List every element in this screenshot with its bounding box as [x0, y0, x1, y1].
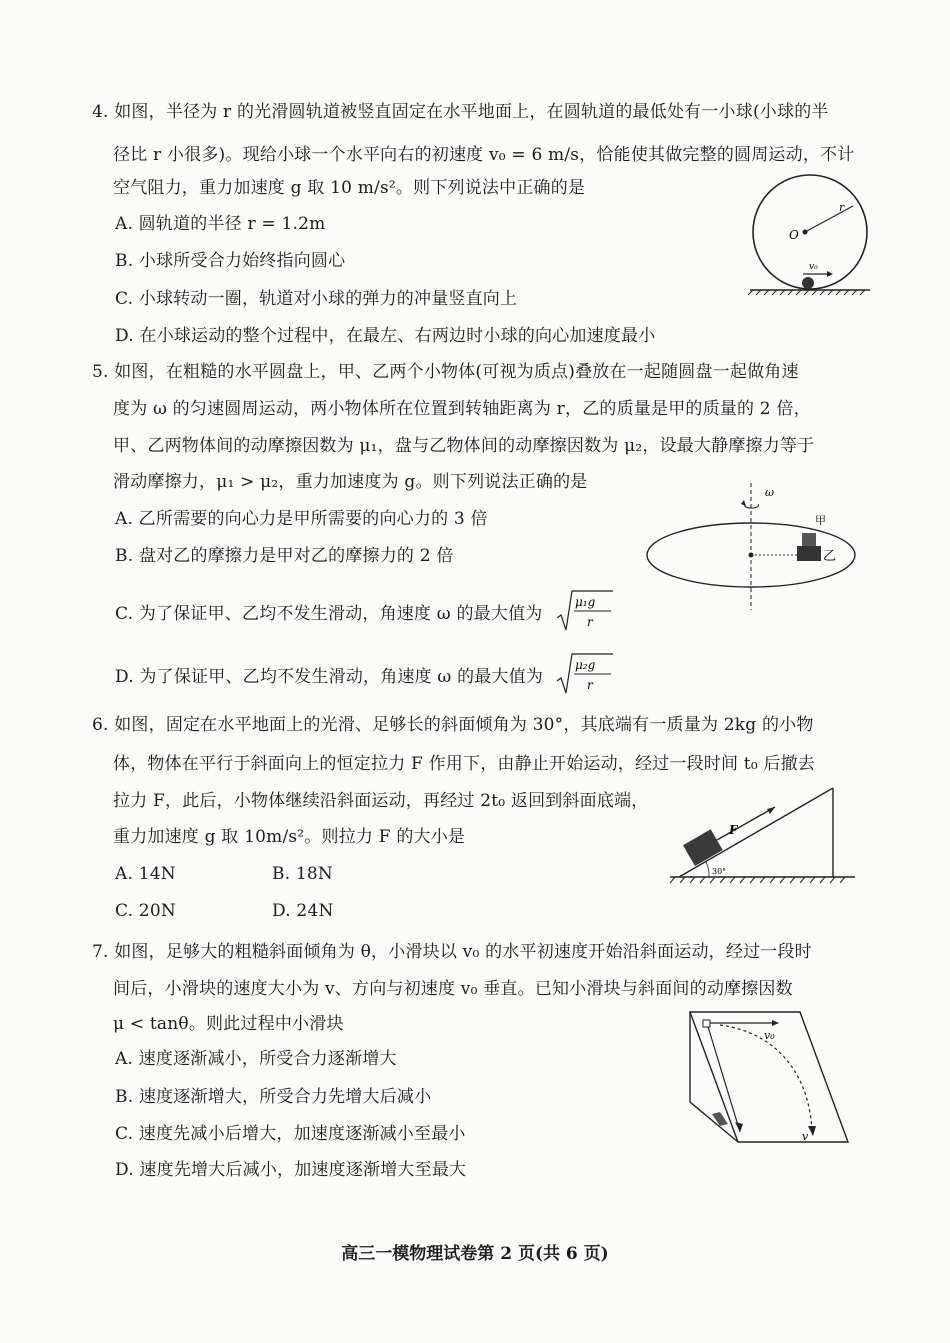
question-text-line: 甲、乙两物体间的动摩擦因数为 μ₁，盘与乙物体间的动摩擦因数为 μ₂，设最大静摩擦力等于: [113, 436, 815, 456]
formula-numerator: μ₁g: [575, 595, 596, 609]
option-a: A. 14N: [115, 864, 176, 884]
figure-label-top-block: 甲: [815, 514, 826, 527]
figure-label-bottom-block: 乙: [823, 549, 837, 564]
page-footer: 高三一模物理试卷第 2 页(共 6 页): [341, 1244, 609, 1264]
figure-label-angle: 30°: [712, 867, 727, 876]
option-c: C. 小球转动一圈，轨道对小球的弹力的冲量竖直向上: [115, 289, 518, 309]
figure-label-v0: v₀: [764, 1029, 775, 1042]
question-text-line: 体，物体在平行于斜面向上的恒定拉力 F 作用下，由静止开始运动，经过一段时间 t₀ 后撤去: [113, 754, 816, 774]
formula-denominator: r: [587, 615, 593, 629]
question-text-line: 7. 如图，足够大的粗糙斜面倾角为 θ，小滑块以 v₀ 的水平初速度开始沿斜面运动，经过一段时: [92, 942, 812, 962]
circular-track-figure: [745, 170, 875, 300]
option-a: A. 乙所需要的向心力是甲所需要的向心力的 3 倍: [115, 509, 488, 529]
formula-numerator: μ₂g: [575, 658, 596, 672]
option-b: B. 小球所受合力始终指向圆心: [115, 251, 346, 271]
option-b: B. 速度逐渐增大，所受合力先增大后减小: [115, 1087, 432, 1107]
figure-label-radius: r: [839, 201, 845, 214]
sqrt-formula-c: [555, 588, 615, 634]
option-a: A. 速度逐渐减小，所受合力逐渐增大: [115, 1049, 397, 1069]
option-c: C. 速度先减小后增大，加速度逐渐减小至最小: [115, 1124, 466, 1144]
question-text-line: 径比 r 小很多)。现给小球一个水平向右的初速度 v₀ = 6 m/s，恰能使其做完整的圆周运动，不计: [113, 145, 855, 165]
question-text-line: 4. 如图，半径为 r 的光滑圆轨道被竖直固定在水平地面上，在圆轨道的最低处有一小球(小球的半: [92, 102, 829, 122]
option-c: C. 20N: [115, 901, 176, 921]
option-d: D. 速度先增大后减小，加速度逐渐增大至最大: [115, 1160, 467, 1180]
incline-figure: [665, 782, 860, 887]
figure-label-center: O: [789, 228, 799, 242]
option-d: D. 24N: [272, 901, 334, 921]
figure-label-v: v: [802, 1130, 809, 1143]
option-d: D. 为了保证甲、乙均不发生滑动，角速度 ω 的最大值为: [115, 667, 544, 687]
option-a: A. 圆轨道的半径 r = 1.2m: [115, 214, 326, 234]
question-text-line: 6. 如图，固定在水平地面上的光滑、足够长的斜面倾角为 30°，其底端有一质量为 2kg 的小物: [92, 715, 814, 735]
option-d: D. 在小球运动的整个过程中，在最左、右两边时小球的向心加速度最小: [115, 326, 656, 346]
rotating-disk-figure: [645, 478, 867, 613]
option-c: C. 为了保证甲、乙均不发生滑动，角速度 ω 的最大值为: [115, 604, 543, 624]
question-text-line: 度为 ω 的匀速圆周运动，两小物体所在位置到转轴距离为 r，乙的质量是甲的质量的 2 倍，: [113, 399, 811, 419]
question-text-line: 空气阻力，重力加速度 g 取 10 m/s²。则下列说法中正确的是: [113, 178, 586, 198]
question-text-line: 5. 如图，在粗糙的水平圆盘上，甲、乙两个小物体(可视为质点)叠放在一起随圆盘一起做角速: [92, 362, 799, 382]
formula-denominator: r: [587, 678, 593, 692]
rough-incline-figure: [680, 1008, 860, 1160]
question-text-line: μ < tanθ。则此过程中小滑块: [113, 1014, 344, 1034]
figure-label-force: F: [729, 823, 738, 837]
option-b: B. 18N: [272, 864, 334, 884]
question-text-line: 拉力 F，此后，小物体继续沿斜面运动，再经过 2t₀ 返回到斜面底端，: [113, 791, 649, 811]
figure-label-velocity: v₀: [809, 262, 818, 272]
option-b: B. 盘对乙的摩擦力是甲对乙的摩擦力的 2 倍: [115, 546, 454, 566]
figure-label-omega: ω: [765, 486, 774, 499]
question-text-line: 间后，小滑块的速度大小为 v、方向与初速度 v₀ 垂直。已知小滑块与斜面间的动摩擦因数: [113, 979, 793, 999]
question-text-line: 重力加速度 g 取 10m/s²。则拉力 F 的大小是: [113, 827, 466, 847]
sqrt-formula-d: [555, 651, 615, 697]
question-text-line: 滑动摩擦力，μ₁ > μ₂，重力加速度为 g。则下列说法正确的是: [113, 472, 588, 492]
